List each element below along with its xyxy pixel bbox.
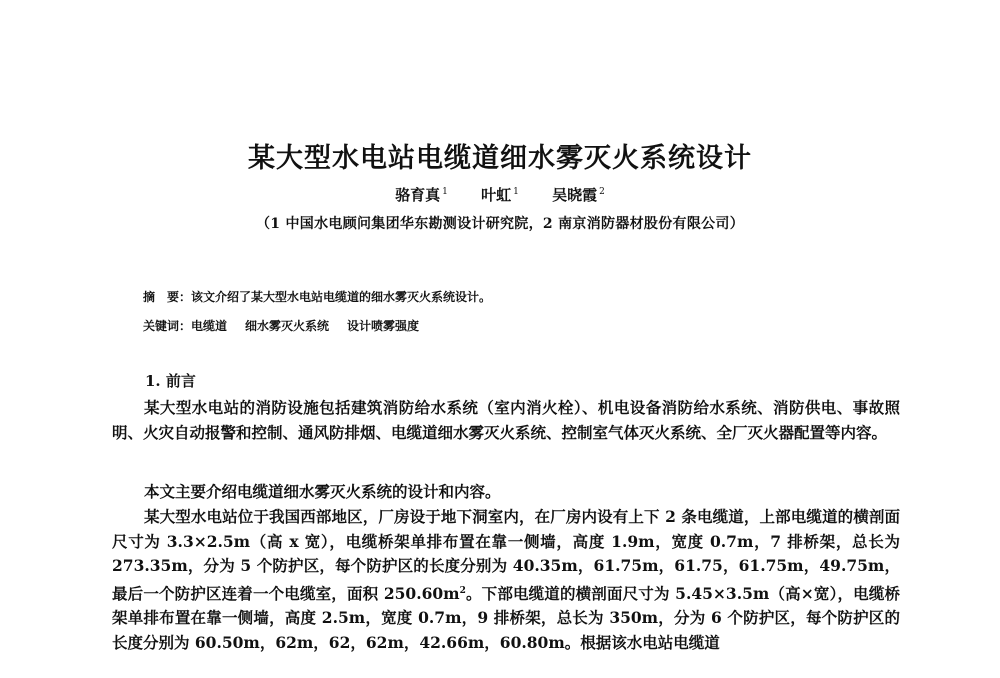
keyword: 电缆道 [191,319,228,333]
affiliation-mark: 2 [599,187,605,197]
keywords [143,317,437,334]
abstract-text: 该文介绍了某大型水电站电缆道的细水雾灭火系统设计。 [191,290,492,304]
paragraph [112,505,900,655]
author [481,184,519,205]
author-name: 叶虹 [481,186,512,204]
author-list [0,184,1000,205]
section-heading: 1. 前言 [145,372,196,390]
author [395,184,448,205]
affiliation-mark: 1 [513,187,519,197]
keywords-label: 关键词： [143,319,192,333]
paragraph-text: 某大型水电站位于我国西部地区，厂房设于地下洞室内，在厂房内设有上下 2 条电缆道，上部电缆道的横剖面尺寸为 3.3×2.5m（高 x 宽），电缆桥架单排布置在靠一侧墙，高度 1.9m，宽度 0.7m，7 排桥架，总长为 273.35m，分为 5 个防护区，每个防护区的长度分别为 40.35m，61.75m，61.75，61.75m，49.75m，最后一个防护区连着一个电缆室，面积 250.60m [112,507,900,603]
author-name: 骆育真 [395,186,441,204]
affiliation-mark: 1 [442,187,448,197]
keyword: 设计喷雾强度 [347,319,420,333]
keyword: 细水雾灭火系统 [245,319,330,333]
paper-title: 某大型水电站电缆道细水雾灭火系统设计 [248,143,752,174]
paragraph: 某大型水电站的消防设施包括建筑消防给水系统（室内消火栓）、机电设备消防给水系统、消防供电、事故照明、火灾自动报警和控制、通风防排烟、电缆道细水雾灭火系统、控制室气体灭火系统、全厂灭火器配置等内容。 [112,398,900,442]
superscript: 2 [459,585,466,596]
affiliation: （1 中国水电顾问集团华东勘测设计研究院，2 南京消防器材股份有限公司） [255,216,745,232]
author [552,184,605,205]
abstract-label: 摘 要： [143,290,192,304]
abstract [143,288,491,305]
author-name: 吴晓霞 [552,186,598,204]
paragraph: 本文主要介绍电缆道细水雾灭火系统的设计和内容。 [144,482,501,501]
paragraph-text: 。下部电缆道的横剖面尺寸为 5.45×3.5m（高×宽），电缆桥架单排布置在靠一侧墙，高度 2.5m，宽度 0.7m，9 排桥架，总长为 350m，分为 6 个防护区，每个防护区的长度分别为 60.50m，62m，62，62m，42.66m，60.80m。根据该水电站电缆道 [112,583,900,652]
